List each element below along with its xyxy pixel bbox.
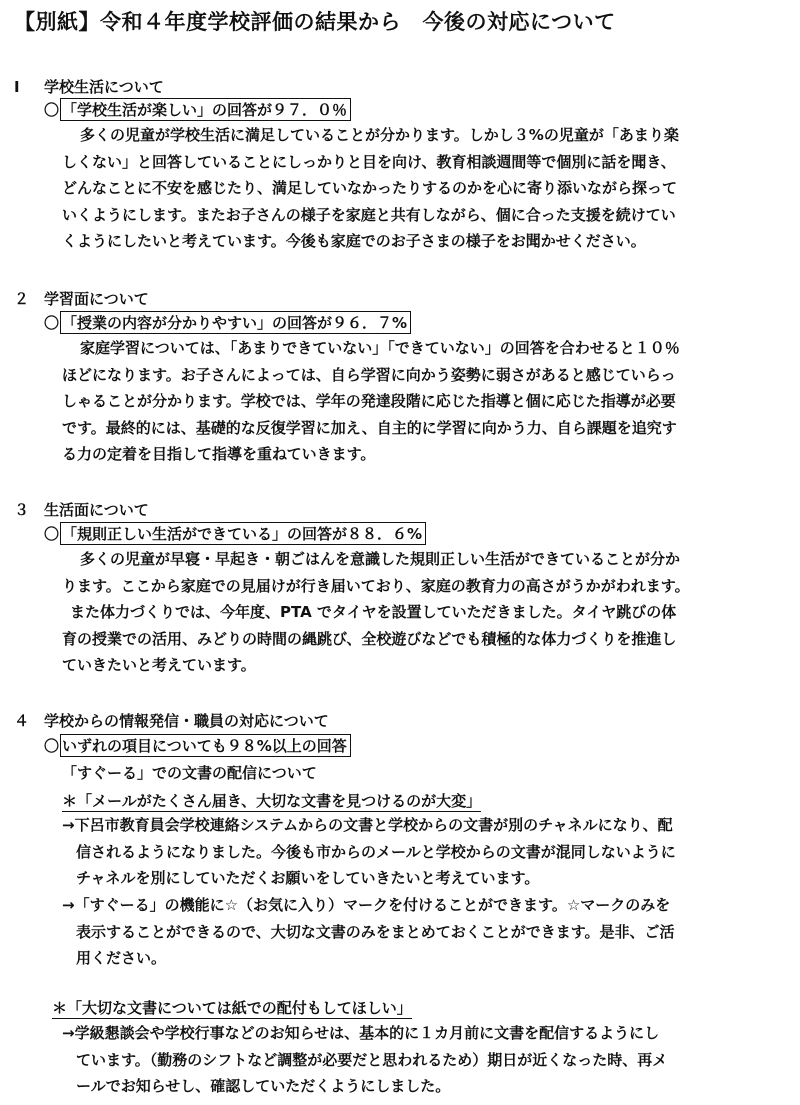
paragraph-line: ほどになります。お子さんによっては、自ら学習に向かう姿勢に弱さがあると感じていらっ xyxy=(62,365,676,384)
section-2-title: 学習面について xyxy=(44,290,149,308)
paragraph-line: くようにしたいと考えています。今後も家庭でのお子さまの様子をお聞かせください。 xyxy=(62,232,646,250)
circle-mark: 〇 xyxy=(44,314,60,332)
request-2: ＊「大切な文書については紙での配付もしてほしい」 xyxy=(52,999,412,1017)
answer-line: →学級懇談会や学校行事などのお知らせは、基本的に１カ月前に文書を配信するようにし xyxy=(62,1024,660,1042)
paragraph-line: 育の授業での活用、みどりの時間の縄跳び、全校遊びなどでも積極的な体力づくりを推進し xyxy=(62,629,677,648)
circle-mark: 〇 xyxy=(44,101,60,119)
section-3-summary xyxy=(44,522,426,545)
sugooru-subheading: 「すぐーる」での文書の配信について xyxy=(62,764,317,782)
section-2-heading xyxy=(14,288,149,309)
section-1-heading xyxy=(14,76,164,97)
answer-line: 表示することができるので、大切な文書のみをまとめておくことができます。是非、ご活 xyxy=(76,922,675,941)
answer-line: チャネルを別にしていただくお願いをしていきたいと考えています。 xyxy=(76,869,540,887)
section-2-boxed-result: 「授業の内容が分かりやすい」の回答が９６．７% xyxy=(60,311,411,334)
circle-mark: 〇 xyxy=(44,525,60,543)
section-4-title: 学校からの情報発信・職員の対応について xyxy=(44,712,329,730)
paragraph-line: ります。ここから家庭での見届けが行き届いており、家庭の教育力の高さがうかがわれます。 xyxy=(62,576,690,595)
section-1-summary xyxy=(44,98,351,121)
paragraph-line: 家庭学習については、「あまりできていない」「できていない」の回答を合わせると１０％ xyxy=(80,339,680,357)
section-3-heading xyxy=(14,499,149,520)
section-3-paragraph xyxy=(62,546,782,679)
answer-line: →下呂市教育員会学校連絡システムからの文書と学校からの文書が別のチャネルになり、配 xyxy=(62,816,673,834)
paragraph-line: どんなことに不安を感じたり、満足していなかったりするのかを心に寄り添いながら探って xyxy=(62,179,678,197)
paragraph-line: 多くの児童が早寝・早起き・朝ごはんを意識した規則正しい生活ができていることが分か xyxy=(80,550,681,568)
paragraph-line: しゃることが分かります。学校では、学年の発達段階に応じた指導と個に応じた指導が必要 xyxy=(62,392,676,410)
section-2-number: ２ xyxy=(14,290,30,308)
paragraph-line: ていきたいと考えています。 xyxy=(62,656,256,674)
section-4-summary xyxy=(44,734,351,757)
section-3-boxed-result: 「規則正しい生活ができている」の回答が８８．６% xyxy=(60,522,426,545)
paragraph-line: 多くの児童が学校生活に満足していることが分かります。しかし３%の児童が「あまり楽 xyxy=(80,126,679,144)
section-1-boxed-result: 「学校生活が楽しい」の回答が９７．０％ xyxy=(60,98,351,121)
section-2-paragraph xyxy=(62,335,782,468)
section-4-heading xyxy=(14,710,329,731)
circle-mark: 〇 xyxy=(44,737,60,755)
section-2-summary xyxy=(44,311,411,334)
answer-line: 用ください。 xyxy=(76,949,167,967)
paragraph-line: です。最終的には、基礎的な反復学習に加え、自主的に学習に向かう力、自ら課題を追究す xyxy=(62,418,677,437)
section-1-paragraph xyxy=(62,122,782,255)
request-1: ＊「メールがたくさん届き、大切な文書を見つけるのが大変」 xyxy=(62,792,482,810)
answer-line: →「すぐーる」の機能に☆（お気に入り）マークを付けることができます。☆マークのみを xyxy=(62,896,671,914)
answer-3 xyxy=(62,1020,667,1100)
answer-2 xyxy=(62,892,675,972)
section-1-number: Ⅰ xyxy=(14,78,20,96)
paragraph-line: る力の定着を目指して指導を重ねていきます。 xyxy=(62,445,376,463)
answer-line: ールでお知らせし、確認していただくようにしました。 xyxy=(76,1077,451,1095)
section-4-boxed-result: いずれの項目についても９８%以上の回答 xyxy=(60,734,351,757)
section-1-title: 学校生活について xyxy=(44,78,164,96)
paragraph-line: また体力づくりでは、今年度、PTA でタイヤを設置していただきました。タイヤ跳びの体 xyxy=(70,603,677,621)
section-4-number: ４ xyxy=(14,712,30,730)
answer-1 xyxy=(62,812,676,892)
paragraph-line: しくない」と回答していることにしっかりと目を向け、教育相談週間等で個別に話を聞き、 xyxy=(62,152,676,171)
answer-line: 信されるようになりました。今後も市からのメールと学校からの文書が混同しないように xyxy=(76,842,676,861)
paragraph-line: いくようにします。またお子さんの様子を家庭と共有しながら、個に合った支援を続けてい xyxy=(62,205,676,224)
section-3-title: 生活面について xyxy=(44,501,149,519)
section-3-number: ３ xyxy=(14,501,30,519)
document-title: 【別紙】令和４年度学校評価の結果から 今後の対応について xyxy=(14,10,616,34)
answer-line: ています。（勤務のシフトなど調整が必要だと思われるため）期日が近くなった時、再メ xyxy=(76,1050,668,1069)
